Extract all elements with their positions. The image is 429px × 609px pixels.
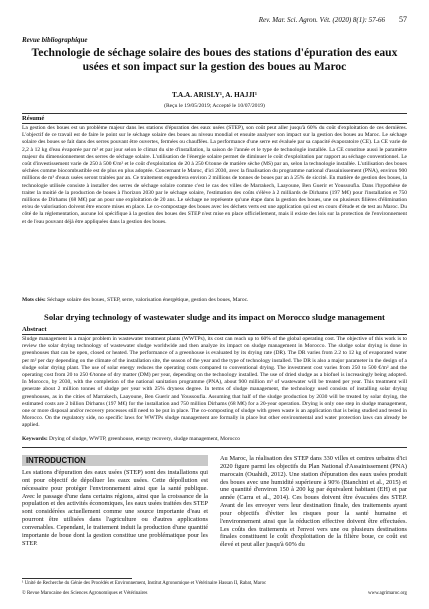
resume-keywords-text: Séchage solaire des boues, STEP, serre, valorisation énergétique, gestion des boues, Maroc. <box>47 297 249 303</box>
abstract-keywords-label: Keywords: <box>22 436 48 442</box>
article-rubric: Revue bibliographique <box>22 36 88 44</box>
introduction-heading: INTRODUCTION <box>22 455 208 466</box>
abstract-keywords <box>22 436 407 443</box>
footer-website: www.agrimaroc.org <box>368 591 407 596</box>
abstract-label: Abstract <box>22 326 47 333</box>
footnote-affiliation: ¹ Unité de Recherche du Génie des Procédés et Environnement, Institut Agronomique et Vétérinaire Hassan II, Rabat, Maroc <box>22 581 267 586</box>
resume-keywords <box>22 297 407 304</box>
journal-reference: Rev. Mar. Sci. Agron. Vét. (2020) 8(1): 57-66 <box>258 16 385 24</box>
footer-copyright: © Revue Marocaine des Sciences Agronomiques et Vétérinaires <box>22 591 148 596</box>
introduction-left-column: Les stations d'épuration des eaux usées (STEP) sont des installations qui ont pour objectif de dépolluer les eaux usées. Cette dépollution est nécessaire pour protéger l'environnement ainsi que la santé publique. Avec le passage d'une dans certains régions, ainsi que la croissance de la population et des activités économiques, les eaux usées traitées des STEP sont considérées actuellement comme une source importante d'eau et pourront être utilisées dans l'agriculture ou d'autres applications convenables. Cependant, le traitement induit la production d'une quantité importante de boue dont la gestion constitue une problématique pour les STEP. <box>22 469 208 547</box>
divider-abstract <box>22 334 407 335</box>
abstract-text: Sludge management is a major problem in wastewater treatment plants (WWTPs), its cost can reach up to 60% of the global operating cost. The objective of this work is to review the solar drying technology of wastewater sludge worldwide and then analyze its impact on sludge management in Morocco. The sludge solar drying is done in greenhouses that can be open, closed or heated. The performance of a greenhouse is evaluated by its drying rate (DR). The DR varies from 2.2 to 12 kg of evaporated water per m² per day depending on the climate of the installation site, the season of the year and the type of technology installed. The DR is also a major parameter in the design of a sludge solar drying plant. The use of solar energy reduces the operating costs compared to conventional drying. The investment cost varies from 250 to 500 €/m² and the operating cost from 20 to 250 €/tonne of dry matter (DM) per year, depending on the technology installed. The use of dried sludge as a biofuel is increasingly being adopted. In Morocco, by 2030, with the completion of the national sanitation programme (PNA), about 900 million m³ of wastewater will be treated per year. This treatment will generate about 2 million tonnes of sludge per year with 25% dryness degree. In terms of sludge management, the technology used consists of installing solar drying greenhouses, as in the cities of Marrakech, Laayoune, Ben Guerir and Youssoufia. Assuming that half of the sludge production by 2030 will be treated by solar drying, the estimated costs are 2 billion Dirhams (197 M€) for the installation and 750 million Dirhams (68 M€) for a 20-year operation. Drying is only one step in sludge management, one or more disposal and/or recovery processes still need to be put in place. The co-composting of sludge with green waste is an application that is being studied and tested in Morocco. On the regulatory side, no specific laws for WWTPs sludge management are formally in place but other environmental and water protection laws can already be applied. <box>22 336 407 429</box>
divider-resume <box>22 123 407 124</box>
introduction-right-column: Au Maroc, la réalisation des STEP dans 330 villes et centres urbains d'ici 2020 figure parmi les objectifs du Plan National d'Assainissement (PNA) marocain (Ouahidi, 2012). Une station d'épuration des eaux usées produit des boues avec une humidité supérieure à 90% (Bianchini et al., 2015) et une quantité d'environ 150 à 200 kg par équivalent habitant (EH) et par année (Carra et al., 2014). Ces boues doivent être évacuées des STEP. Avant de les envoyer vers leur destination finale, des traitements ayant pour objectifs d'éviter les risques pour la santé humaine et l'environnement ainsi que la réduction effective doivent être effectuées. Les coûts des traitements et l'envoi vers une ou plusieurs destinations finales constituent le coût d'exploitation de la filière boue, ce coût est élevé et peut aller jusqu'à 60% du <box>220 455 407 549</box>
article-authors: T.A.A. ARISLY¹, A. HAJJI¹ <box>172 91 257 99</box>
resume-label: Résumé <box>22 115 45 122</box>
divider-top <box>22 113 407 114</box>
article-title: Technologie de séchage solaire des boues des stations d'épuration des eaux usées et son impact sur la gestion des boues au Maroc <box>31 46 398 73</box>
english-title: Solar drying technology of wastewater sludge and its impact on Morocco sludge management <box>44 312 385 322</box>
received-dates: (Reçu le 19/05/2019; Accepté le 10/07/2019) <box>164 103 265 109</box>
footnote-divider <box>22 578 132 579</box>
resume-text: La gestion des boues est un problème majeur dans les stations d'épuration des eaux usées (STEP), son coût peut aller jusqu'à 60% du coût d'exploitation de ces dernières. L'objectif de ce travail est de faire le point sur le séchage solaire des boues au niveau mondial et ensuite analyser son impact sur la gestion des boues au Maroc. Le séchage solaire des boues se fait dans des serres pouvant être ouvertes, fermées ou chauffées. La performance d'une serre est évaluée par sa capacité évaporatoire (CE). La CE varie de 2,2 à 12 kg d'eau évaporée par m² et par jour selon le climat du site d'installation, la saison de l'année et le type de technologie installée. La CE constitue aussi le paramètre majeur du dimensionnement des serres de séchage solaire. L'utilisation de l'énergie solaire permet de diminuer le coût d'exploitation par rapport au séchage conventionnel. Le coût d'investissement varie de 250 à 500 €/m² et le coût d'exploitation de 20 à 250 €/tonne de matière sèche (MS) par an, selon la technologie installée. L'utilisation des boues séchées comme biocombustible est de plus en plus adoptée. Concernant le Maroc, d'ici 2030, avec la finalisation du programme national d'assainissement (PNA), environ 900 millions de m³ d'eaux usées seront traitées par an. Ce traitement engendrera environ 2 millions de tonnes de boues par an à 25% de siccité. En matière de gestion des boues, la technologie utilisée consiste à installer des serres de séchage solaire comme c'est le cas des villes de Marrakech, Laayoune, Ben Guerir et Youssoufia. Dans l'hypothèse de traiter la moitié de la production de boues à l'horizon 2030 par le séchage solaire, l'estimation des coûts s'élève à 2 milliards de Dirhams (197 M€) pour l'installation et 750 millions de Dirhams (68 M€) par an pour une exploitation de 20 ans. Le séchage ne représente qu'une étape dans la gestion des boues, une ou plusieurs filières d'élimination et/ou de valorisation doivent être encore mises en place. Le co-compostage des boues avec les déchets verts est une application qui est en cours d'étude et de test au Maroc. Du côté de la réglementation, aucune loi spécifique à la gestion des boues des STEP n'est mise en place officiellement, mais il existe des lois sur la protection de l'environnement et de l'eau pouvant déjà être appliquées dans la gestion des boues. <box>22 125 407 225</box>
page-number: 57 <box>399 15 407 24</box>
resume-keywords-label: Mots clés: <box>22 297 46 303</box>
abstract-keywords-text: Drying of sludge, WWTP, greenhouse, energy recovery, sludge management, Morocco <box>49 436 241 442</box>
divider-intro <box>22 447 407 448</box>
